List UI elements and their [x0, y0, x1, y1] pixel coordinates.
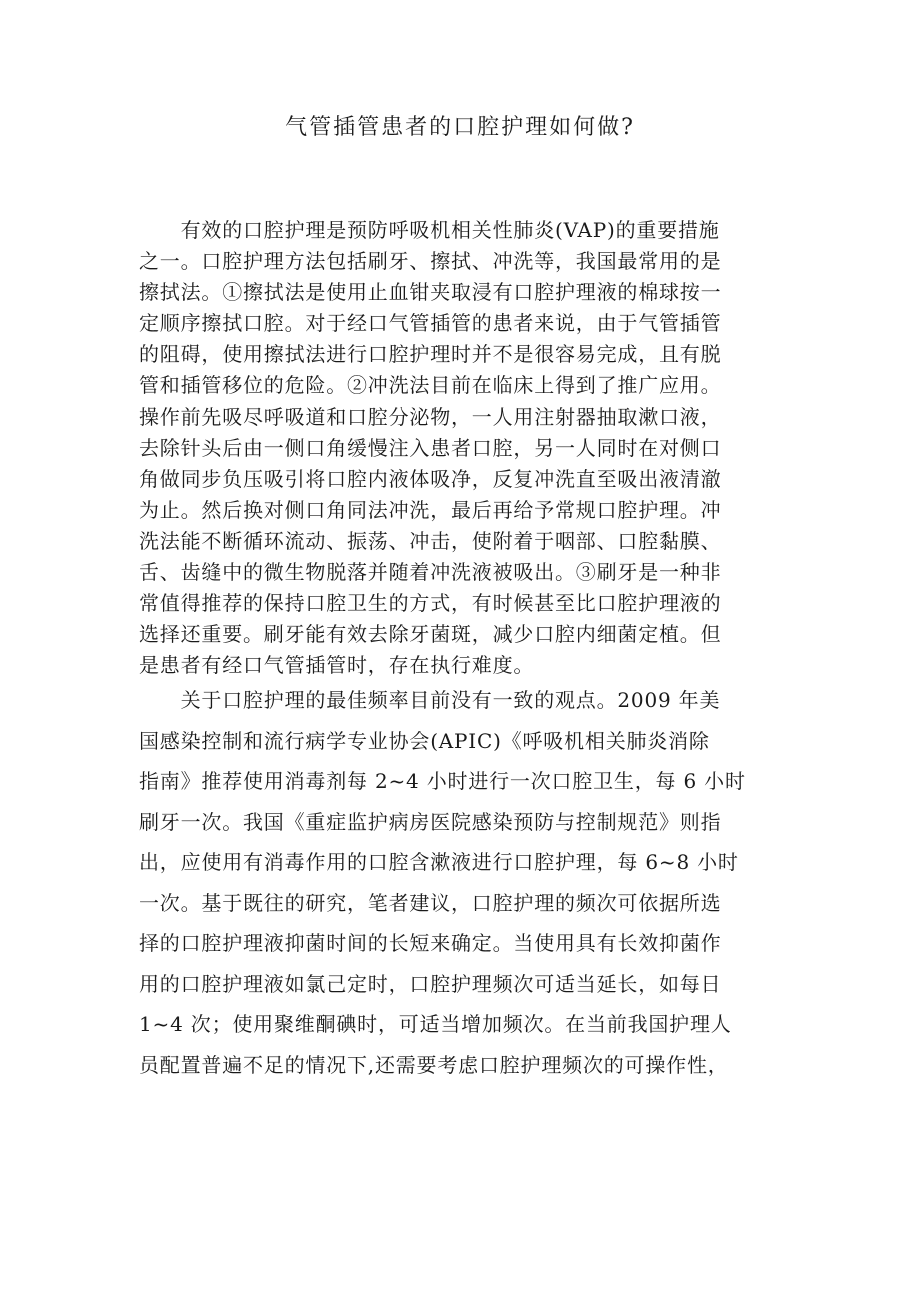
paragraph-line: 去除针头后由一侧口角缓慢注入患者口腔，另一人同时在对侧口 — [139, 435, 722, 460]
paragraph-line: 常值得推荐的保持口腔卫生的方式，有时候甚至比口腔护理液的 — [139, 591, 722, 616]
paragraph-line: 刷牙一次。我国《重症监护病房医院感染预防与控制规范》则指 — [139, 809, 722, 834]
paragraph-line: 国感染控制和流行病学专业协会(APIC)《呼吸机相关肺炎消除 — [139, 728, 710, 753]
paragraph-line: 操作前先吸尽呼吸道和口腔分泌物，一人用注射器抽取漱口液， — [139, 404, 722, 429]
paragraph-line: 的阻碍，使用擦拭法进行口腔护理时并不是很容易完成，且有脱 — [139, 342, 722, 367]
paragraph-line: 管和插管移位的危险。②冲洗法目前在临床上得到了推广应用。 — [139, 373, 722, 398]
paragraph-line: 选择还重要。刷牙能有效去除牙菌斑，减少口腔内细菌定植。但 — [139, 622, 722, 647]
paragraph-line: 用的口腔护理液如氯己定时，口腔护理频次可适当延长，如每日 — [139, 971, 722, 996]
paragraph-line: 指南》推荐使用消毒剂每 2~4 小时进行一次口腔卫生，每 6 小时 — [139, 769, 746, 793]
paragraph-line: 员配置普遍不足的情况下,还需要考虑口腔护理频次的可操作性， — [139, 1052, 729, 1077]
paragraph-line: 为止。然后换对侧口角同法冲洗，最后再给予常规口腔护理。冲 — [139, 497, 722, 522]
document-title: 气管插管患者的口腔护理如何做? — [285, 115, 635, 140]
paragraph-line: 舌、齿缝中的微生物脱落并随着冲洗液被吸出。③刷牙是一种非 — [139, 560, 722, 585]
paragraph-line: 择的口腔护理液抑菌时间的长短来确定。当使用具有长效抑菌作 — [139, 931, 722, 955]
paragraph-line: 洗法能不断循环流动、振荡、冲击，使附着于咽部、口腔黏膜、 — [139, 528, 722, 553]
paragraph-frequency — [139, 680, 783, 1085]
paragraph-line: 出，应使用有消毒作用的口腔含漱液进行口腔护理，每 6~8 小时 — [139, 850, 739, 874]
paragraph-methods — [139, 215, 783, 681]
paragraph-line: 擦拭法。①擦拭法是使用止血钳夹取浸有口腔护理液的棉球按一 — [139, 280, 722, 305]
paragraph-line: 定顺序擦拭口腔。对于经口气管插管的患者来说，由于气管插管 — [139, 311, 722, 336]
paragraph-line: 1~4 次；使用聚维酮碘时，可适当增加频次。在当前我国护理人 — [139, 1012, 732, 1036]
paragraph-line: 有效的口腔护理是预防呼吸机相关性肺炎(VAP)的重要措施 — [139, 218, 720, 242]
paragraph-line: 一次。基于既往的研究，笔者建议，口腔护理的频次可依据所选 — [139, 890, 722, 915]
paragraph-line: 是患者有经口气管插管时，存在执行难度。 — [139, 653, 535, 678]
paragraph-line: 角做同步负压吸引将口腔内液体吸净，反复冲洗直至吸出液清澈 — [139, 466, 722, 491]
paragraph-line: 之一。口腔护理方法包括刷牙、擦拭、冲洗等，我国最常用的是 — [139, 249, 722, 274]
paragraph-line: 关于口腔护理的最佳频率目前没有一致的观点。2009 年美 — [139, 688, 721, 712]
